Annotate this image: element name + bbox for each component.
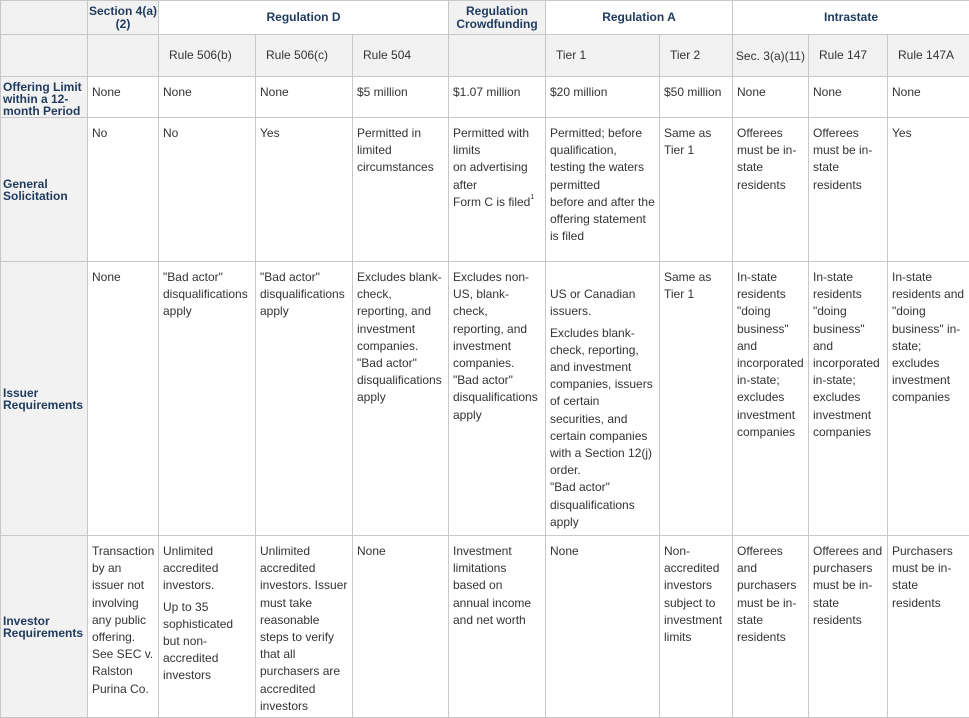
row-general-solicitation <box>1 118 969 262</box>
rule506b-investor-paragraph: Up to 35 sophisticated but non-accredited investors <box>163 599 251 685</box>
table-cell: Offerees must be in-state residents <box>809 118 888 262</box>
table-cell: Same as Tier 1 <box>660 262 733 536</box>
table-cell: None <box>733 77 809 118</box>
table-cell: Purchasers must be in-state residents <box>888 536 969 718</box>
table-cell <box>449 118 546 262</box>
table-cell: "Bad actor" disqualifications apply <box>159 262 256 536</box>
table-cell: Offerees and purchasers must be in-state residents <box>809 536 888 718</box>
subheader-rule-506b: Rule 506(b) <box>159 35 256 77</box>
table-cell: None <box>546 536 660 718</box>
table-cell: Offerees must be in-state residents <box>733 118 809 262</box>
group-regulation-crowdfunding: Regulation Crowdfunding <box>449 1 546 35</box>
row-label-investor-requirements: Investor Requirements <box>1 536 88 718</box>
table-cell: In-state residents and "doing business" in-state; excludes investment companies <box>888 262 969 536</box>
row-issuer-requirements <box>1 262 969 536</box>
row-label-issuer-requirements: Issuer Requirements <box>1 262 88 536</box>
table-cell: Permitted; before qualification, testing the waters permitted before and after the offering statement is filed <box>546 118 660 262</box>
group-regulation-a: Regulation A <box>546 1 733 35</box>
table-cell: None <box>88 77 159 118</box>
rule506b-investor-paragraph: Unlimited accredited investors. <box>163 543 251 595</box>
table-cell: Yes <box>256 118 353 262</box>
table-cell: In-state residents "doing business" and incorporated in-state; excludes investment companies <box>733 262 809 536</box>
row-investor-requirements <box>1 536 969 718</box>
subheader-sec-3a11: Sec. 3(a)(11) <box>733 35 809 77</box>
row-label-offering-limit: Offering Limit within a 12-month Period <box>1 77 88 118</box>
group-section-4a2: Section 4(a)(2) <box>88 1 159 35</box>
table-cell: Permitted in limited circumstances <box>353 118 449 262</box>
subheader-rule-506c: Rule 506(c) <box>256 35 353 77</box>
table-cell: Yes <box>888 118 969 262</box>
subheader-tier-1: Tier 1 <box>546 35 660 77</box>
subheader-corner <box>1 35 88 77</box>
group-regulation-d: Regulation D <box>159 1 449 35</box>
table-cell: None <box>353 536 449 718</box>
subheader-row <box>1 35 969 77</box>
table-cell: Non-accredited investors subject to investment limits <box>660 536 733 718</box>
subheader-rule-147a: Rule 147A <box>888 35 969 77</box>
subheader-empty-crowdfunding <box>449 35 546 77</box>
table-cell: Excludes non-US, blank-check, reporting, and investment companies. "Bad actor" disqualifications apply <box>449 262 546 536</box>
table-cell: "Bad actor" disqualifications apply <box>256 262 353 536</box>
table-cell: No <box>159 118 256 262</box>
table-cell: Excludes blank-check, reporting, and investment companies. "Bad actor" disqualifications apply <box>353 262 449 536</box>
table-cell: $20 million <box>546 77 660 118</box>
table-cell: Offerees and purchasers must be in-state residents <box>733 536 809 718</box>
subheader-rule-504: Rule 504 <box>353 35 449 77</box>
table-cell <box>159 536 256 718</box>
table-cell: $50 million <box>660 77 733 118</box>
subheader-empty-4a2 <box>88 35 159 77</box>
subheader-tier-2: Tier 2 <box>660 35 733 77</box>
table-cell: No <box>88 118 159 262</box>
footnote-marker: 1 <box>530 194 534 201</box>
table-cell: Transaction by an issuer not involving any public offering. See SEC v. Ralston Purina Co. <box>88 536 159 718</box>
table-cell: None <box>809 77 888 118</box>
subheader-rule-147: Rule 147 <box>809 35 888 77</box>
tier1-issuer-paragraph: US or Canadian issuers. <box>550 286 655 320</box>
group-header-row <box>1 1 969 35</box>
crowdfunding-solicitation-text: Permitted with limits on advertising after Form C is filed <box>453 126 530 209</box>
table-cell: None <box>88 262 159 536</box>
row-label-general-solicitation: General Solicitation <box>1 118 88 262</box>
table-cell: In-state residents "doing business" and incorporated in-state; excludes investment companies <box>809 262 888 536</box>
tier1-issuer-paragraph: Excludes blank-check, reporting, and investment companies, issuers of certain securities, and certain companies with a Section 12(j) order. "Bad actor" disqualifications apply <box>550 325 655 531</box>
table-cell: None <box>159 77 256 118</box>
table-cell: None <box>888 77 969 118</box>
table-cell: Unlimited accredited investors. Issuer must take reasonable steps to verify that all purchasers are accredited investors <box>256 536 353 718</box>
table-cell: $5 million <box>353 77 449 118</box>
table-cell: Same as Tier 1 <box>660 118 733 262</box>
table-cell: $1.07 million <box>449 77 546 118</box>
row-offering-limit <box>1 77 969 118</box>
table-cell <box>546 262 660 536</box>
table-cell: Investment limitations based on annual income and net worth <box>449 536 546 718</box>
corner-cell <box>1 1 88 35</box>
group-intrastate: Intrastate <box>733 1 969 35</box>
table-cell: None <box>256 77 353 118</box>
